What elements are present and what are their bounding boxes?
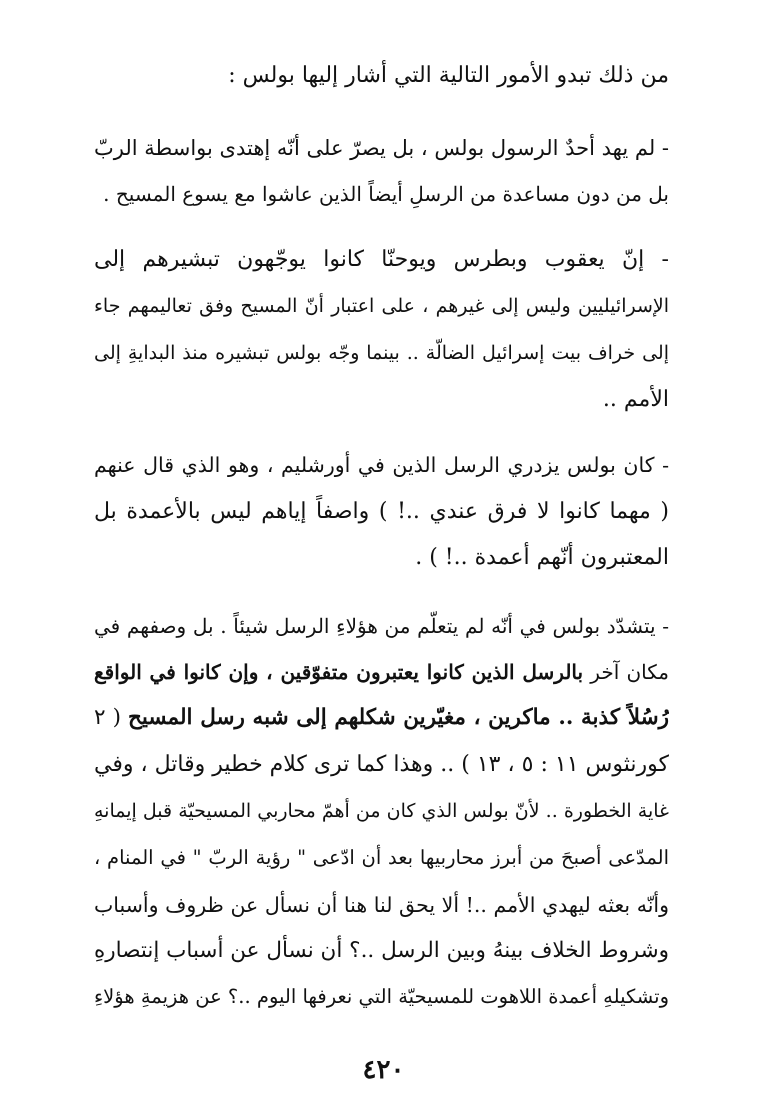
point4-line6: المدّعى أصبحَ من أبرز محاربيها بعد أن ادّعى " رؤية الربّ " في المنام ،: [94, 846, 669, 869]
point4-line2: [94, 652, 669, 692]
point4-line3: [94, 698, 669, 738]
intro-line: من ذلك تبدو الأمور التالية التي أشار إليها بولس :: [228, 63, 669, 88]
point2-line1: - إنّ يعقوب وبطرس ويوحنّا كانوا يوجّهون تبشيرهم إلى: [94, 247, 669, 272]
point2-line2: الإسرائيليين وليس إلى غيرهم ، على اعتبار أنّ المسيح وفق تعاليمهم جاء: [94, 295, 669, 317]
point4-line7: وأنّه بعثه ليهدي الأمم ..! ألا يحق لنا هنا أن نسأل عن ظروف وأسباب: [94, 893, 669, 917]
point3-line3: المعتبرون أنّهم أعمدة ..! ) .: [415, 545, 669, 570]
point4-line2-plain: مكان آخر: [590, 660, 669, 684]
point4-line9: وتشكيلهِ أعمدة اللاهوت للمسيحيّة التي نعرفها اليوم ..؟ عن هزيمةِ هؤلاءِ: [94, 985, 669, 1008]
point4-line3-bold: رُسُلاً كذبة .. ماكرين ، مغيّرين شكلهم إلى شبه رسل المسيح: [128, 705, 669, 730]
point2-line4: الأمم ..: [602, 387, 669, 412]
point3-line2: ( مهما كانوا لا فرق عندي ..! ) واصفاً إياهم ليس بالأعمدة بل: [94, 499, 669, 524]
point2-line3: إلى خراف بيت إسرائيل الضالّة .. بينما وجّه بولس تبشيره منذ البدايةِ إلى: [94, 342, 669, 364]
point4-line5: غاية الخطورة .. لأنّ بولس الذي كان من أهمّ محاربي المسيحيّة قبل إيمانهِ: [94, 800, 669, 822]
point4-line4: كورنثوس ١١ : ٥ ، ١٣ ) .. وهذا كما ترى كلام خطير وقاتل ، وفي: [94, 752, 669, 777]
point1-line2: بل من دون مساعدة من الرسلِ أيضاً الذين عاشوا مع يسوع المسيح .: [103, 182, 669, 206]
point4-line8: وشروط الخلاف بينهُ وبين الرسل ..؟ أن نسأل عن أسباب إنتصارهِ: [94, 938, 669, 963]
point4-line3-plain: ( ٢: [94, 705, 121, 730]
point4-line1: - يتشدّد بولس في أنّه لم يتعلّم من هؤلاءِ الرسل شيئاً . بل وصفهم في: [94, 614, 669, 638]
point3-line1: - كان بولس يزدري الرسل الذين في أورشليم ، وهو الذي قال عنهم: [94, 453, 669, 477]
page-number: ٤٢٠: [362, 1055, 405, 1085]
point4-line2-bold: بالرسل الذين كانوا يعتبرون متفوّقين ، وإن كانوا في الواقع: [94, 660, 584, 684]
point1-line1: - لم يهد أحدٌ الرسول بولس ، بل يصرّ على أنّه إهتدى بواسطة الربّ: [94, 136, 669, 160]
